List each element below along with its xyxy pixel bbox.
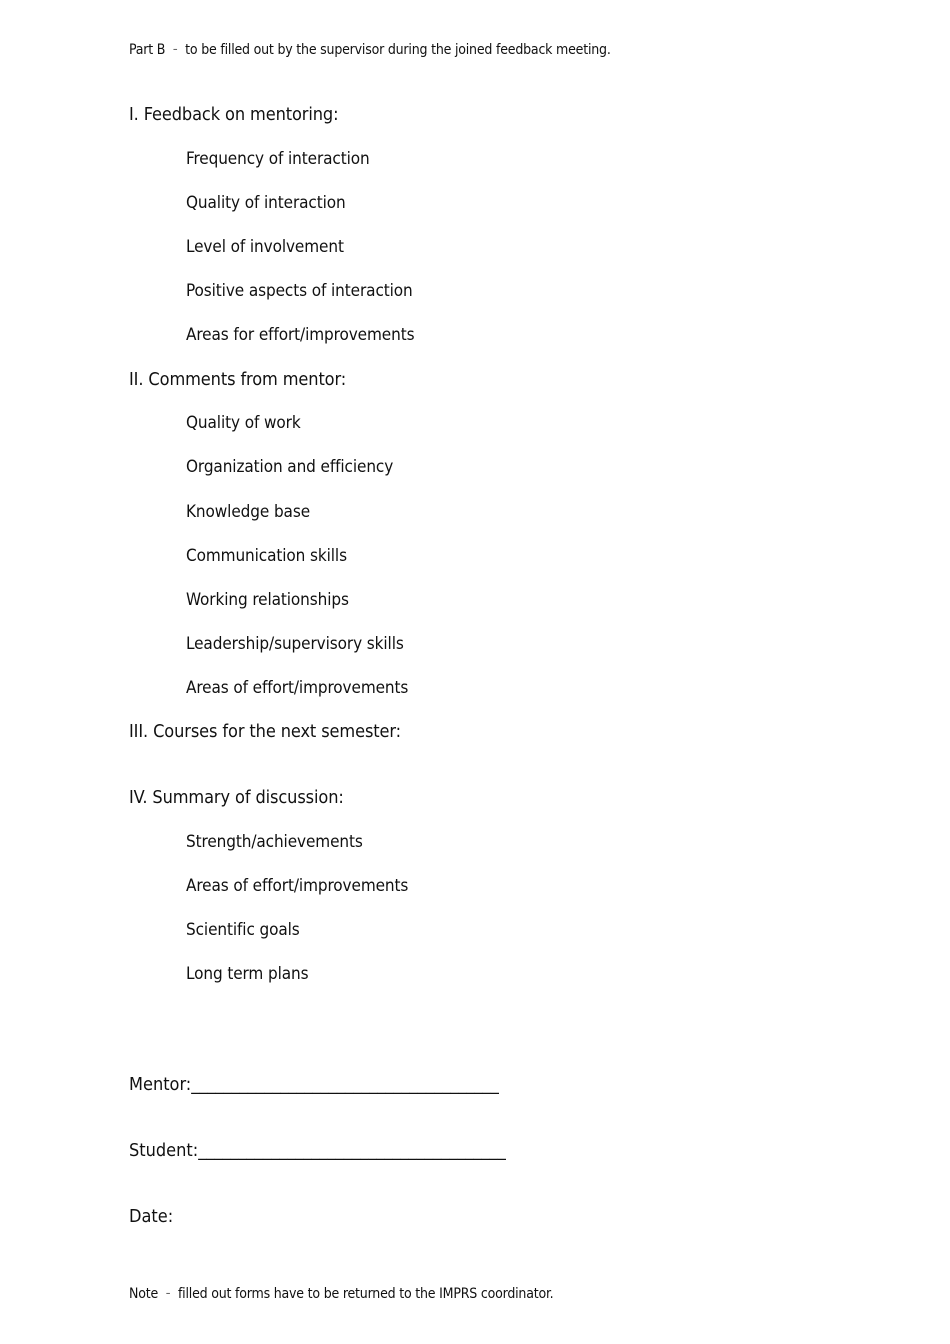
list-item: Scientific goals bbox=[186, 920, 300, 940]
note-dash: – bbox=[165, 1288, 171, 1299]
section-courses-next-semester-title: III. Courses for the next semester: bbox=[129, 721, 402, 742]
section-comments-from-mentor-title: II. Comments from mentor: bbox=[129, 369, 347, 390]
list-item: Quality of work bbox=[186, 413, 301, 433]
section-feedback-on-mentoring-title: I. Feedback on mentoring: bbox=[129, 104, 339, 125]
list-item: Organization and efficiency bbox=[186, 457, 394, 477]
mentor-signature-line[interactable]: Mentor:______________________________________ bbox=[129, 1074, 499, 1095]
note-text: filled out forms have to be returned to the IMPRS coordinator. bbox=[177, 1286, 554, 1302]
list-item: Long term plans bbox=[186, 964, 309, 984]
list-item: Level of involvement bbox=[186, 237, 344, 257]
footer-note bbox=[129, 1286, 553, 1302]
part-dash: – bbox=[173, 44, 178, 55]
list-item: Working relationships bbox=[186, 590, 349, 610]
list-item: Frequency of interaction bbox=[186, 149, 370, 169]
list-item: Knowledge base bbox=[186, 502, 311, 522]
list-item: Communication skills bbox=[186, 546, 347, 566]
date-field[interactable]: Date: bbox=[129, 1206, 174, 1227]
part-label: Part B bbox=[129, 42, 166, 58]
list-item: Positive aspects of interaction bbox=[186, 281, 413, 301]
student-signature-line[interactable]: Student:______________________________________ bbox=[129, 1140, 506, 1161]
list-item: Areas of effort/improvements bbox=[186, 678, 409, 698]
list-item: Quality of interaction bbox=[186, 193, 346, 213]
list-item: Strength/achievements bbox=[186, 832, 363, 852]
list-item: Leadership/supervisory skills bbox=[186, 634, 404, 654]
list-item: Areas for effort/improvements bbox=[186, 325, 415, 345]
part-instruction-text: to be filled out by the supervisor during the joined feedback meeting. bbox=[185, 42, 611, 58]
note-label: Note bbox=[129, 1286, 159, 1302]
section-summary-of-discussion-title: IV. Summary of discussion: bbox=[129, 787, 344, 808]
list-item: Areas of effort/improvements bbox=[186, 876, 409, 896]
part-b-instruction bbox=[129, 42, 611, 58]
